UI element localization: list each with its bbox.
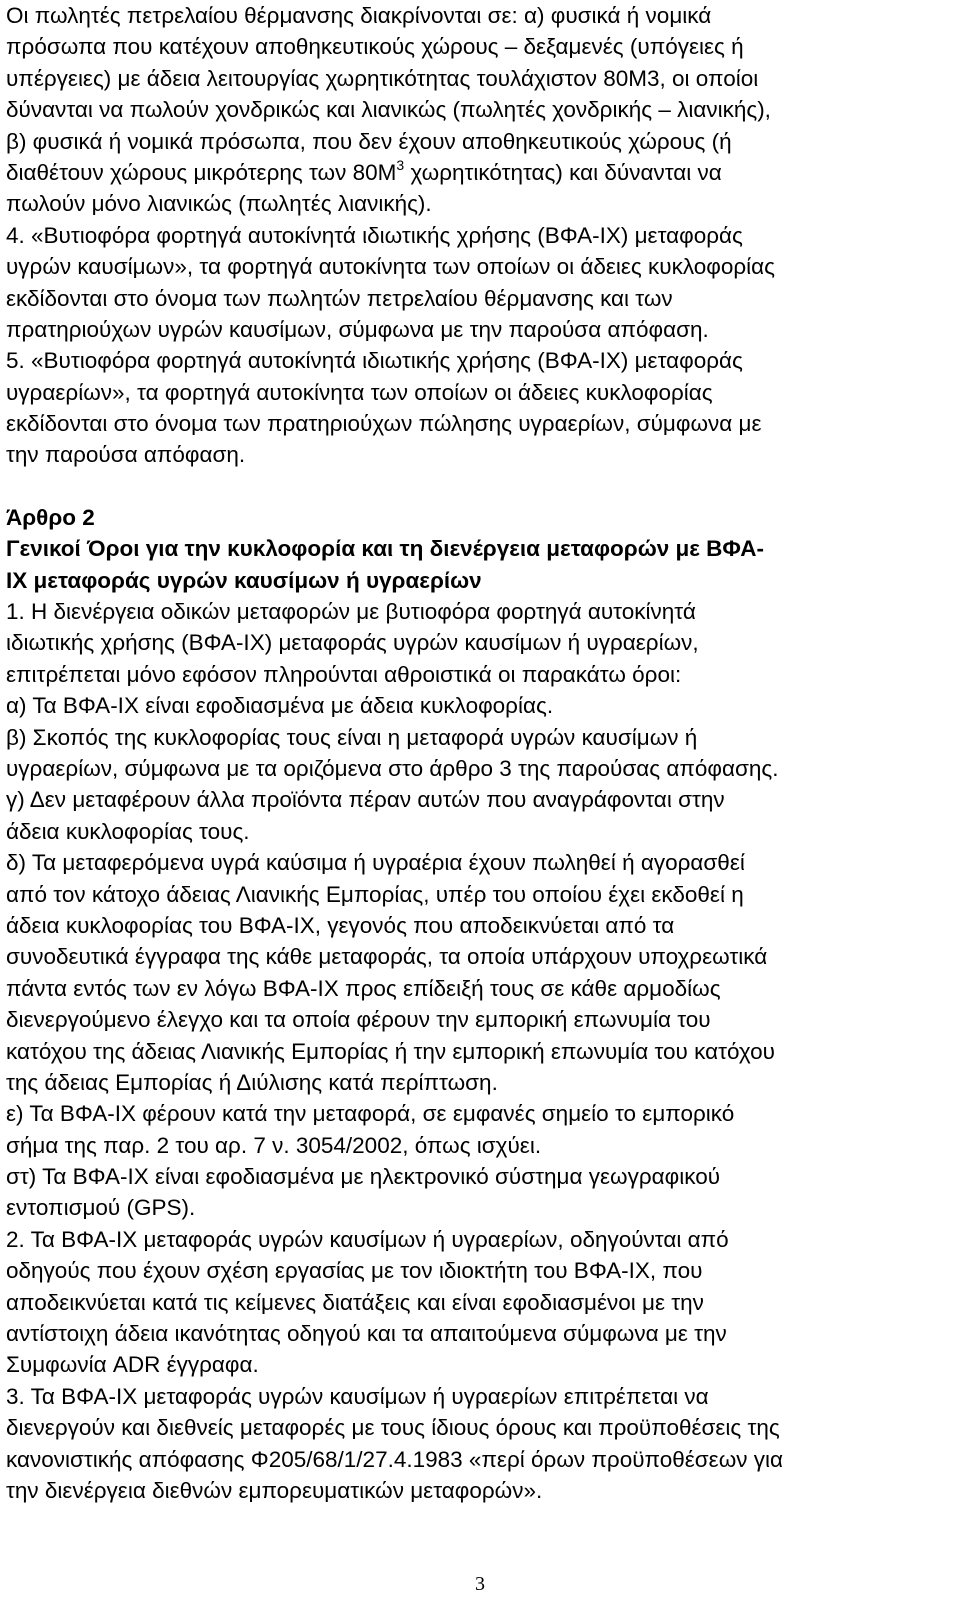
- text-line: στ) Τα ΒΦΑ-ΙΧ είναι εφοδιασμένα με ηλεκτρονικό σύστημα γεωγραφικού: [6, 1164, 721, 1190]
- paragraph-spacer: [6, 471, 954, 502]
- text-line: πρόσωπα που κατέχουν αποθηκευτικούς χώρους – δεξαμενές (υπόγειες ή: [6, 34, 744, 60]
- text-segment: διαθέτουν χώρους μικρότερης των 80Μ: [6, 159, 397, 185]
- text-line: β) φυσικά ή νομικά πρόσωπα, που δεν έχουν αποθηκευτικούς χώρους (ή: [6, 128, 732, 154]
- article-subtitle-line: Γενικοί Όροι για την κυκλοφορία και τη διενέργεια μεταφορών με ΒΦΑ-: [6, 536, 765, 562]
- page-number: 3: [475, 1573, 485, 1595]
- text-line: άδεια κυκλοφορίας τους.: [6, 818, 250, 844]
- text-line: 1. Η διενέργεια οδικών μεταφορών με βυτιοφόρα φορτηγά αυτοκίνητά: [6, 599, 696, 625]
- text-line: αντίστοιχη άδεια ικανότητας οδηγού και τα απαιτούμενα σύμφωνα με την: [6, 1321, 727, 1347]
- text-line: 3. Τα ΒΦΑ-ΙΧ μεταφοράς υγρών καυσίμων ή υγραερίων επιτρέπεται να: [6, 1383, 709, 1409]
- text-line: την παρούσα απόφαση.: [6, 442, 246, 468]
- text-line: από τον κάτοχο άδειας Λιανικής Εμπορίας, υπέρ του οποίου έχει εκδοθεί η: [6, 881, 744, 907]
- document-page: [6, 0, 954, 1506]
- text-line: διενεργούν και διεθνείς μεταφορές με τους ίδιους όρους και προϋποθέσεις της: [6, 1415, 780, 1441]
- text-segment: χωρητικότητας) και δύνανται να: [404, 159, 722, 185]
- text-line: σήμα της παρ. 2 του αρ. 7 ν. 3054/2002, όπως ισχύει.: [6, 1132, 542, 1158]
- text-line: πάντα εντός των εν λόγω ΒΦΑ-ΙΧ προς επίδειξή τους σε κάθε αρμοδίως: [6, 975, 721, 1001]
- text-line: Συμφωνία ADR έγγραφα.: [6, 1352, 259, 1378]
- text-line: εντοπισμού (GPS).: [6, 1195, 196, 1221]
- article-title: Άρθρο 2: [6, 504, 95, 530]
- text-line: υγραερίων, σύμφωνα με τα οριζόμενα στο άρθρο 3 της παρούσας απόφασης.: [6, 755, 779, 781]
- definition-item-4: [6, 220, 954, 346]
- text-line: δ) Τα μεταφερόμενα υγρά καύσιμα ή υγραέρια έχουν πωληθεί ή αγορασθεί: [6, 850, 745, 876]
- paragraph-seller-types: [6, 0, 954, 220]
- text-line: πρατηριούχων υγρών καυσίμων, σύμφωνα με την παρούσα απόφαση.: [6, 316, 709, 342]
- text-line: 2. Τα ΒΦΑ-ΙΧ μεταφοράς υγρών καυσίμων ή υγραερίων, οδηγούνται από: [6, 1226, 729, 1252]
- text-line: [6, 157, 954, 188]
- text-line: υγρών καυσίμων», τα φορτηγά αυτοκίνητα των οποίων οι άδειες κυκλοφορίας: [6, 254, 775, 280]
- text-line: της άδειας Εμπορίας ή Διύλισης κατά περίπτωση.: [6, 1069, 498, 1095]
- text-line: άδεια κυκλοφορίας του ΒΦΑ-ΙΧ, γεγονός που αποδεικνύεται από τα: [6, 912, 675, 938]
- text-line: α) Τα ΒΦΑ-ΙΧ είναι εφοδιασμένα με άδεια κυκλοφορίας.: [6, 693, 554, 719]
- text-line: την διενέργεια διεθνών εμπορευματικών μεταφορών».: [6, 1477, 543, 1503]
- article-subtitle-line: ΙΧ μεταφοράς υγρών καυσίμων ή υγραερίων: [6, 567, 482, 593]
- text-line: αποδεικνύεται κατά τις κείμενες διατάξεις και είναι εφοδιασμένοι με την: [6, 1289, 704, 1315]
- superscript: 3: [396, 156, 405, 173]
- text-line: β) Σκοπός της κυκλοφορίας τους είναι η μεταφορά υγρών καυσίμων ή: [6, 724, 698, 750]
- text-line: 5. «Βυτιοφόρα φορτηγά αυτοκίνητά ιδιωτικής χρήσης (ΒΦΑ-ΙΧ) μεταφοράς: [6, 348, 743, 374]
- text-line: επιτρέπεται μόνο εφόσον πληρούνται αθροιστικά οι παρακάτω όροι:: [6, 661, 682, 687]
- text-line: ε) Τα ΒΦΑ-ΙΧ φέρουν κατά την μεταφορά, σε εμφανές σημείο το εμπορικό: [6, 1101, 735, 1127]
- text-line: κανονιστικής απόφασης Φ205/68/1/27.4.1983 «περί όρων προϋποθέσεων για: [6, 1446, 784, 1472]
- text-line: δύνανται να πωλούν χονδρικώς και λιανικώς (πωλητές χονδρικής – λιανικής),: [6, 97, 771, 123]
- text-line: εκδίδονται στο όνομα των πρατηριούχων πώλησης υγραερίων, σύμφωνα με: [6, 411, 762, 437]
- text-line: συνοδευτικά έγγραφα της κάθε μεταφοράς, τα οποία υπάρχουν υποχρεωτικά: [6, 944, 768, 970]
- text-line: κατόχου της άδειας Λιανικής Εμπορίας ή την εμπορική επωνυμία του κατόχου: [6, 1038, 775, 1064]
- text-line: υπέργειες) με άδεια λειτουργίας χωρητικότητας τουλάχιστον 80Μ3, οι οποίοι: [6, 65, 759, 91]
- text-line: διενεργούμενο έλεγχο και τα οποία φέρουν την εμπορική επωνυμία του: [6, 1007, 711, 1033]
- article-heading: [6, 502, 954, 596]
- definition-item-5: [6, 345, 954, 471]
- text-line: γ) Δεν μεταφέρουν άλλα προϊόντα πέραν αυτών που αναγράφονται στην: [6, 787, 725, 813]
- text-line: υγραερίων», τα φορτηγά αυτοκίνητα των οποίων οι άδειες κυκλοφορίας: [6, 379, 713, 405]
- text-line: Οι πωλητές πετρελαίου θέρμανσης διακρίνονται σε: α) φυσικά ή νομικά: [6, 3, 712, 28]
- text-line: πωλούν μόνο λιανικώς (πωλητές λιανικής).: [6, 191, 432, 217]
- article-body: [6, 596, 954, 1506]
- text-line: οδηγούς που έχουν σχέση εργασίας με τον ιδιοκτήτη του ΒΦΑ-ΙΧ, που: [6, 1258, 703, 1284]
- text-line: ιδιωτικής χρήσης (ΒΦΑ-ΙΧ) μεταφοράς υγρών καυσίμων ή υγραερίων,: [6, 630, 699, 656]
- text-line: εκδίδονται στο όνομα των πωλητών πετρελαίου θέρμανσης και των: [6, 285, 673, 311]
- text-line: 4. «Βυτιοφόρα φορτηγά αυτοκίνητά ιδιωτικής χρήσης (ΒΦΑ-ΙΧ) μεταφοράς: [6, 222, 743, 248]
